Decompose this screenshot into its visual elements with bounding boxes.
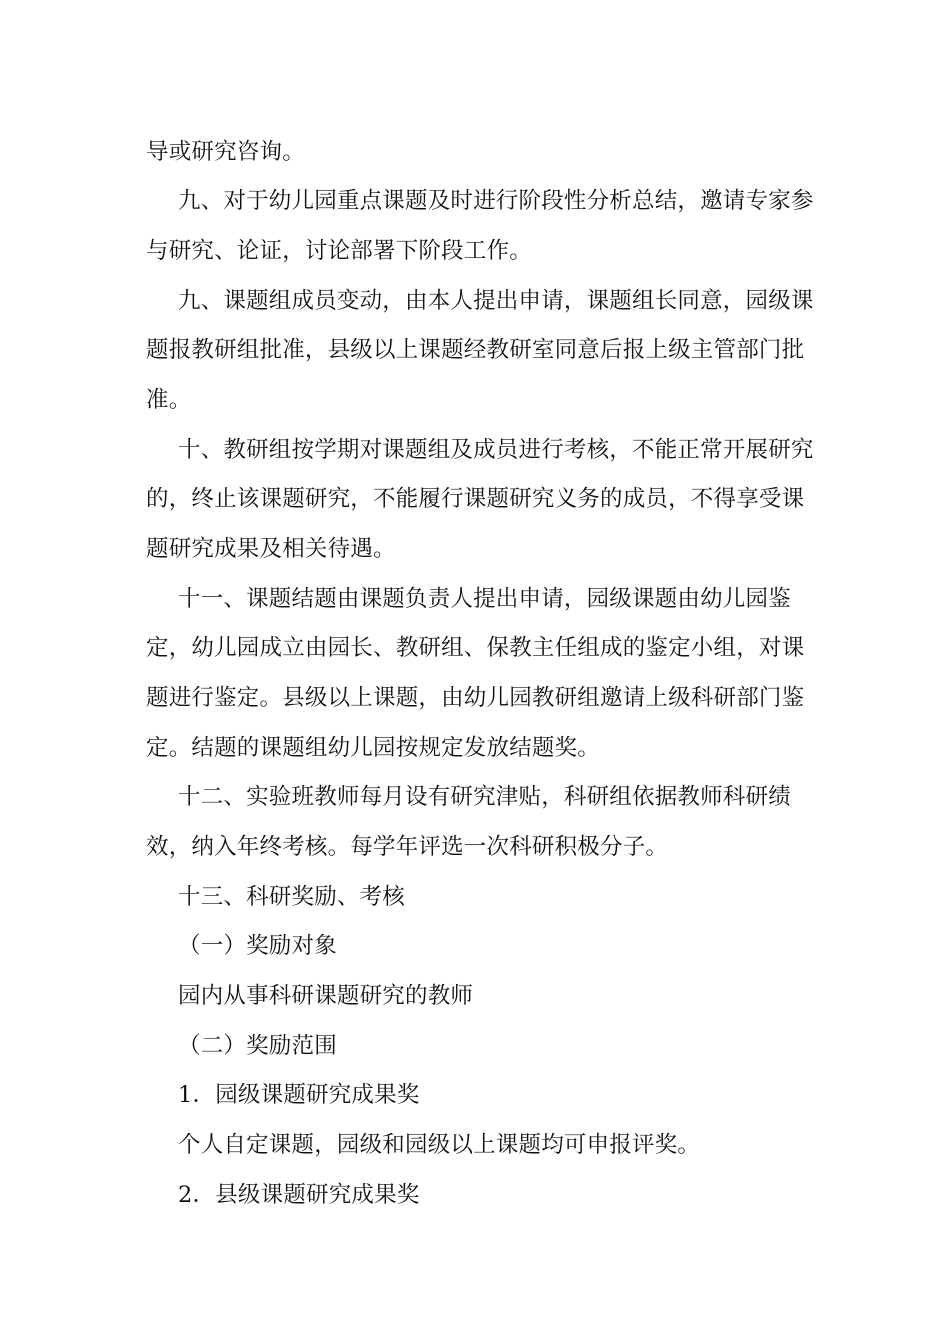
text-line: 1．园级课题研究成果奖 <box>178 1082 420 1108</box>
text-line: （一）奖励对象 <box>178 933 337 959</box>
text-line: 园内从事科研课题研究的教师 <box>178 983 474 1009</box>
text-line: 与研究、论证，讨论部署下阶段工作。 <box>146 238 532 264</box>
text-line: 效，纳入年终考核。每学年评选一次科研积极分子。 <box>146 834 669 860</box>
text-line: 九、课题组成员变动，由本人提出申请，课题组长同意，园级课 <box>178 288 814 314</box>
text-line: 定，幼儿园成立由园长、教研组、保教主任组成的鉴定小组，对课 <box>146 635 805 661</box>
text-line: 定。结题的课题组幼儿园按规定发放结题奖。 <box>146 735 601 761</box>
text-line: 十一、课题结题由课题负责人提出申请，园级课题由幼儿园鉴 <box>178 586 791 612</box>
text-line: 十三、科研奖励、考核 <box>178 884 406 910</box>
text-line: 十、教研组按学期对课题组及成员进行考核，不能正常开展研究 <box>178 437 814 463</box>
text-line: （二）奖励范围 <box>178 1033 337 1059</box>
text-line: 题报教研组批准，县级以上课题经教研室同意后报上级主管部门批 <box>146 337 805 363</box>
text-line: 题研究成果及相关待遇。 <box>146 536 396 562</box>
text-line: 个人自定课题，园级和园级以上课题均可申报评奖。 <box>178 1132 701 1158</box>
text-line: 准。 <box>146 387 192 413</box>
text-line: 2．县级课题研究成果奖 <box>178 1182 420 1208</box>
text-line: 十二、实验班教师每月设有研究津贴，科研组依据教师科研绩 <box>178 784 791 810</box>
text-line: 题进行鉴定。县级以上课题，由幼儿园教研组邀请上级科研部门鉴 <box>146 685 805 711</box>
text-line: 的，终止该课题研究，不能履行课题研究义务的成员，不得享受课 <box>146 486 805 512</box>
text-line: 九、对于幼儿园重点课题及时进行阶段性分析总结，邀请专家参 <box>178 188 814 214</box>
text-line: 导或研究咨询。 <box>146 139 305 165</box>
